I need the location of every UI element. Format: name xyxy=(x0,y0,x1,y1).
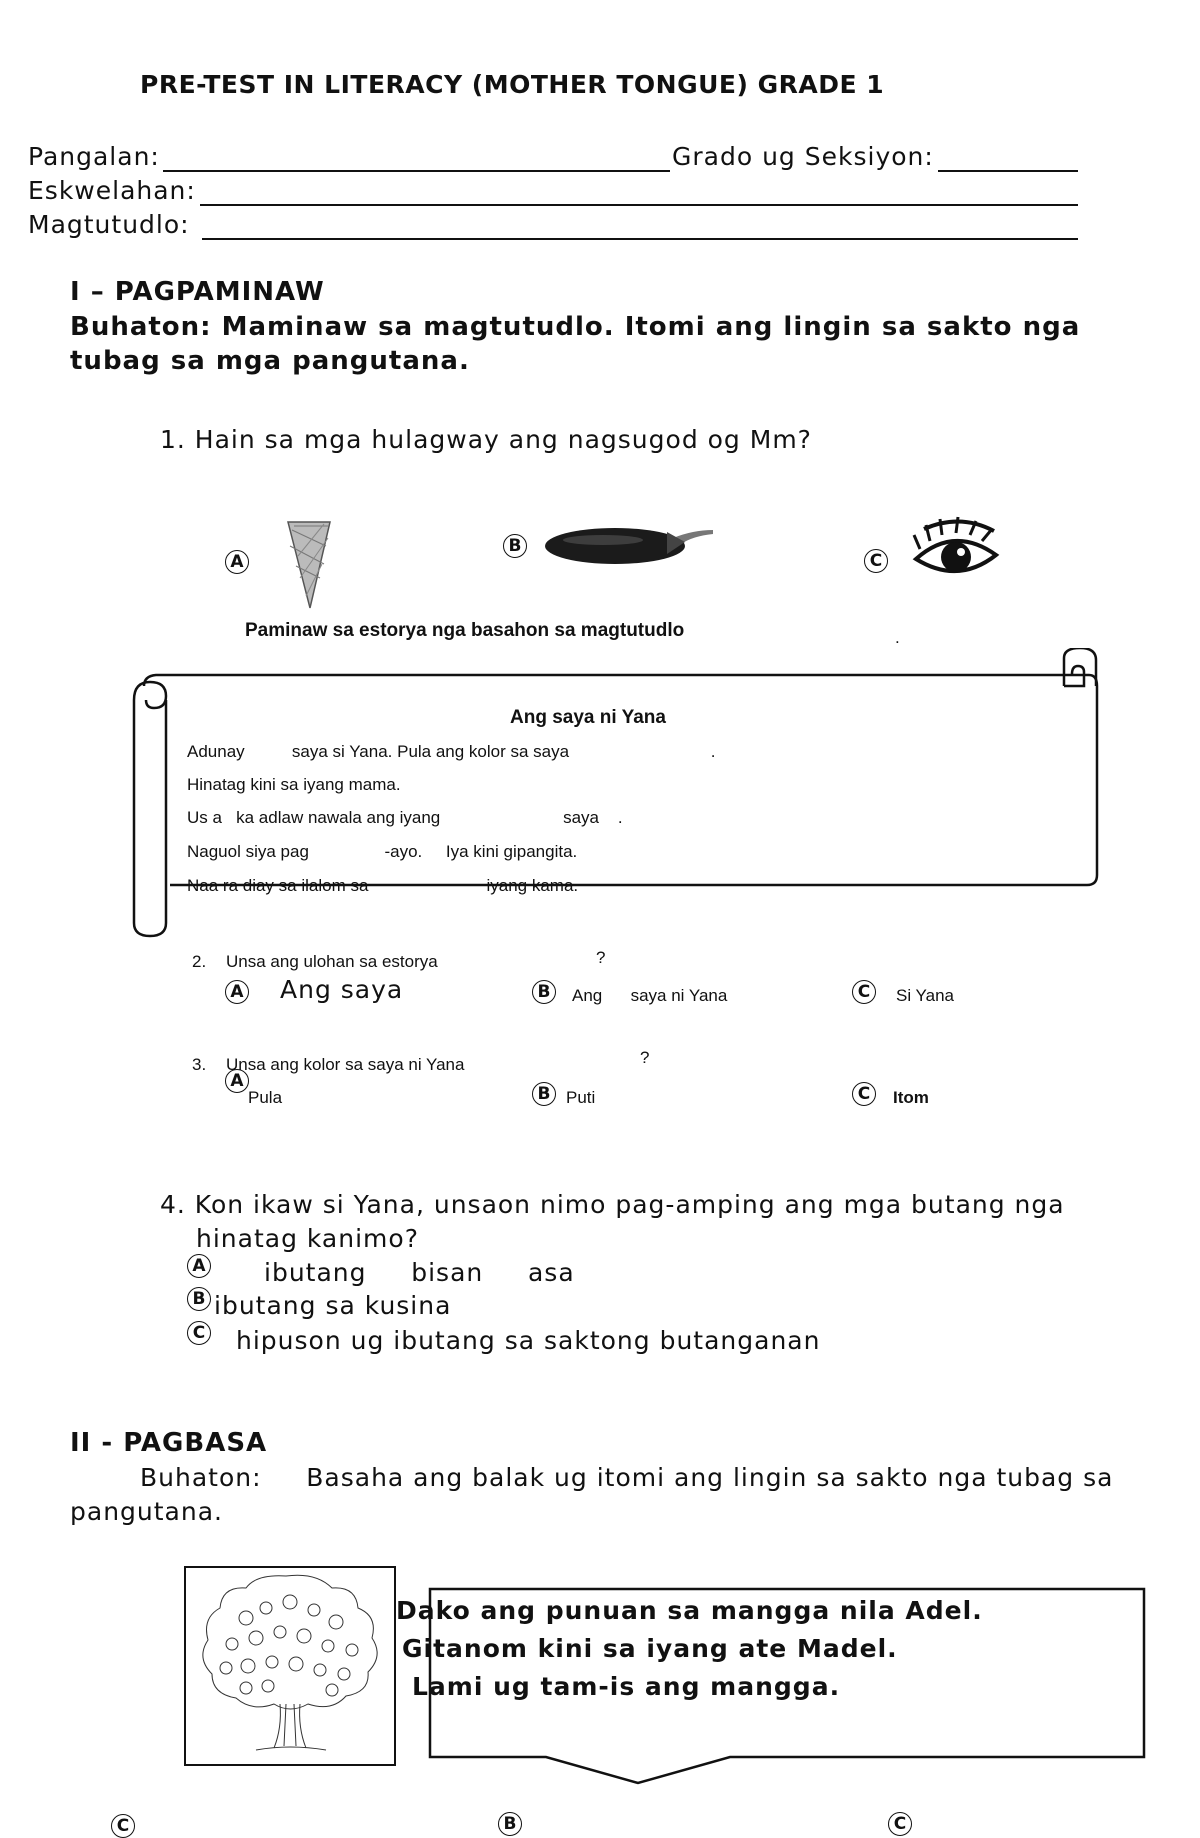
option-c-circle[interactable]: C xyxy=(852,1082,876,1106)
instruction-line: tubag sa mga pangutana. xyxy=(70,346,470,376)
option-a-text: Pula xyxy=(248,1088,283,1107)
name-field[interactable] xyxy=(163,170,670,172)
option-b-circle[interactable]: B xyxy=(503,534,527,558)
question-4: 4. Kon ikaw si Yana, unsaon nimo pag-amping ang mga butang nga xyxy=(160,1190,1065,1219)
eye-icon xyxy=(910,515,1000,587)
school-field[interactable] xyxy=(200,204,1078,206)
option-a-circle[interactable]: A xyxy=(225,550,249,574)
story-line: Hinatag kini sa iyang mama. xyxy=(187,775,401,794)
page-title: PRE-TEST IN LITERACY (MOTHER TONGUE) GRADE 1 xyxy=(140,70,885,99)
option-b-circle[interactable]: B xyxy=(498,1812,522,1836)
option-b-text: Ang saya ni Yana xyxy=(572,986,728,1005)
story-title: Ang saya ni Yana xyxy=(510,707,666,728)
grade-section-label: Grado ug Seksiyon: xyxy=(672,142,934,171)
question-2-number: 2. xyxy=(192,952,207,971)
option-a-circle[interactable]: A xyxy=(225,1069,249,1093)
story-line: Naa ra diay sa ilalom sa iyang kama. xyxy=(187,876,579,895)
option-a-circle[interactable]: A xyxy=(225,980,249,1004)
option-b-circle[interactable]: B xyxy=(187,1287,211,1311)
option-b-circle[interactable]: B xyxy=(532,980,556,1004)
story-line: Adunay saya si Yana. Pula ang kolor sa saya . xyxy=(187,742,716,761)
question-1: 1. Hain sa mga hulagway ang nagsugod og Mm? xyxy=(160,425,812,454)
section-2-instruction-cont: pangutana. xyxy=(70,1497,223,1526)
option-c-circle[interactable]: C xyxy=(864,549,888,573)
name-label: Pangalan: xyxy=(28,142,160,171)
section-2-heading: II - PAGBASA xyxy=(70,1428,268,1458)
option-c-circle[interactable]: C xyxy=(852,980,876,1004)
section-1-instruction xyxy=(70,310,1080,378)
eggplant-icon xyxy=(543,520,715,568)
option-c-text: hipuson ug ibutang sa saktong butanganan xyxy=(236,1326,821,1355)
tree-picture xyxy=(184,1566,396,1766)
question-3-qmark: ? xyxy=(640,1048,650,1067)
section-2-instruction: Buhaton: Basaha ang balak ug itomi ang lingin sa sakto nga tubag sa xyxy=(140,1463,1114,1492)
question-3-number: 3. xyxy=(192,1055,207,1074)
option-c-text: Itom xyxy=(893,1088,929,1107)
option-c-circle[interactable]: C xyxy=(111,1814,135,1838)
option-a-text: Ang saya xyxy=(280,975,404,1004)
option-b-text: ibutang sa kusina xyxy=(214,1291,452,1320)
option-c-text: Si Yana xyxy=(896,986,954,1005)
listen-caption: Paminaw sa estorya nga basahon sa magtutudlo xyxy=(245,620,685,641)
mango-tree-icon xyxy=(186,1568,394,1764)
story-line: Us a ka adlaw nawala ang iyang saya . xyxy=(187,808,623,827)
poem-line: Gitanom kini sa iyang ate Madel. xyxy=(402,1634,898,1663)
question-2: Unsa ang ulohan sa estorya xyxy=(226,952,438,971)
teacher-label: Magtutudlo: xyxy=(28,210,190,239)
poem-line: Dako ang punuan sa mangga nila Adel. xyxy=(396,1596,983,1625)
poem-line: Lami ug tam-is ang mangga. xyxy=(412,1672,841,1701)
teacher-field[interactable] xyxy=(202,238,1078,240)
question-3: Unsa ang kolor sa saya ni Yana xyxy=(226,1055,465,1074)
story-line: Naguol siya pag -ayo. Iya kini gipangita. xyxy=(187,842,578,861)
instruction-line: Buhaton: Maminaw sa magtutudlo. Itomi ang lingin sa sakto nga xyxy=(70,312,1081,342)
option-c-circle[interactable]: C xyxy=(187,1321,211,1345)
school-label: Eskwelahan: xyxy=(28,176,196,205)
question-2-qmark: ? xyxy=(596,948,606,967)
option-b-circle[interactable]: B xyxy=(532,1082,556,1106)
section-1-heading: I – PAGPAMINAW xyxy=(70,277,325,307)
grade-section-field[interactable] xyxy=(938,170,1078,172)
question-4-cont: hinatag kanimo? xyxy=(196,1224,419,1253)
option-a-circle[interactable]: A xyxy=(187,1254,211,1278)
option-b-text: Puti xyxy=(566,1088,596,1107)
option-c-circle[interactable]: C xyxy=(888,1812,912,1836)
caption-dot: . xyxy=(895,628,900,647)
option-a-text: ibutang bisan asa xyxy=(264,1258,575,1287)
ice-cream-cone-icon xyxy=(284,516,334,610)
